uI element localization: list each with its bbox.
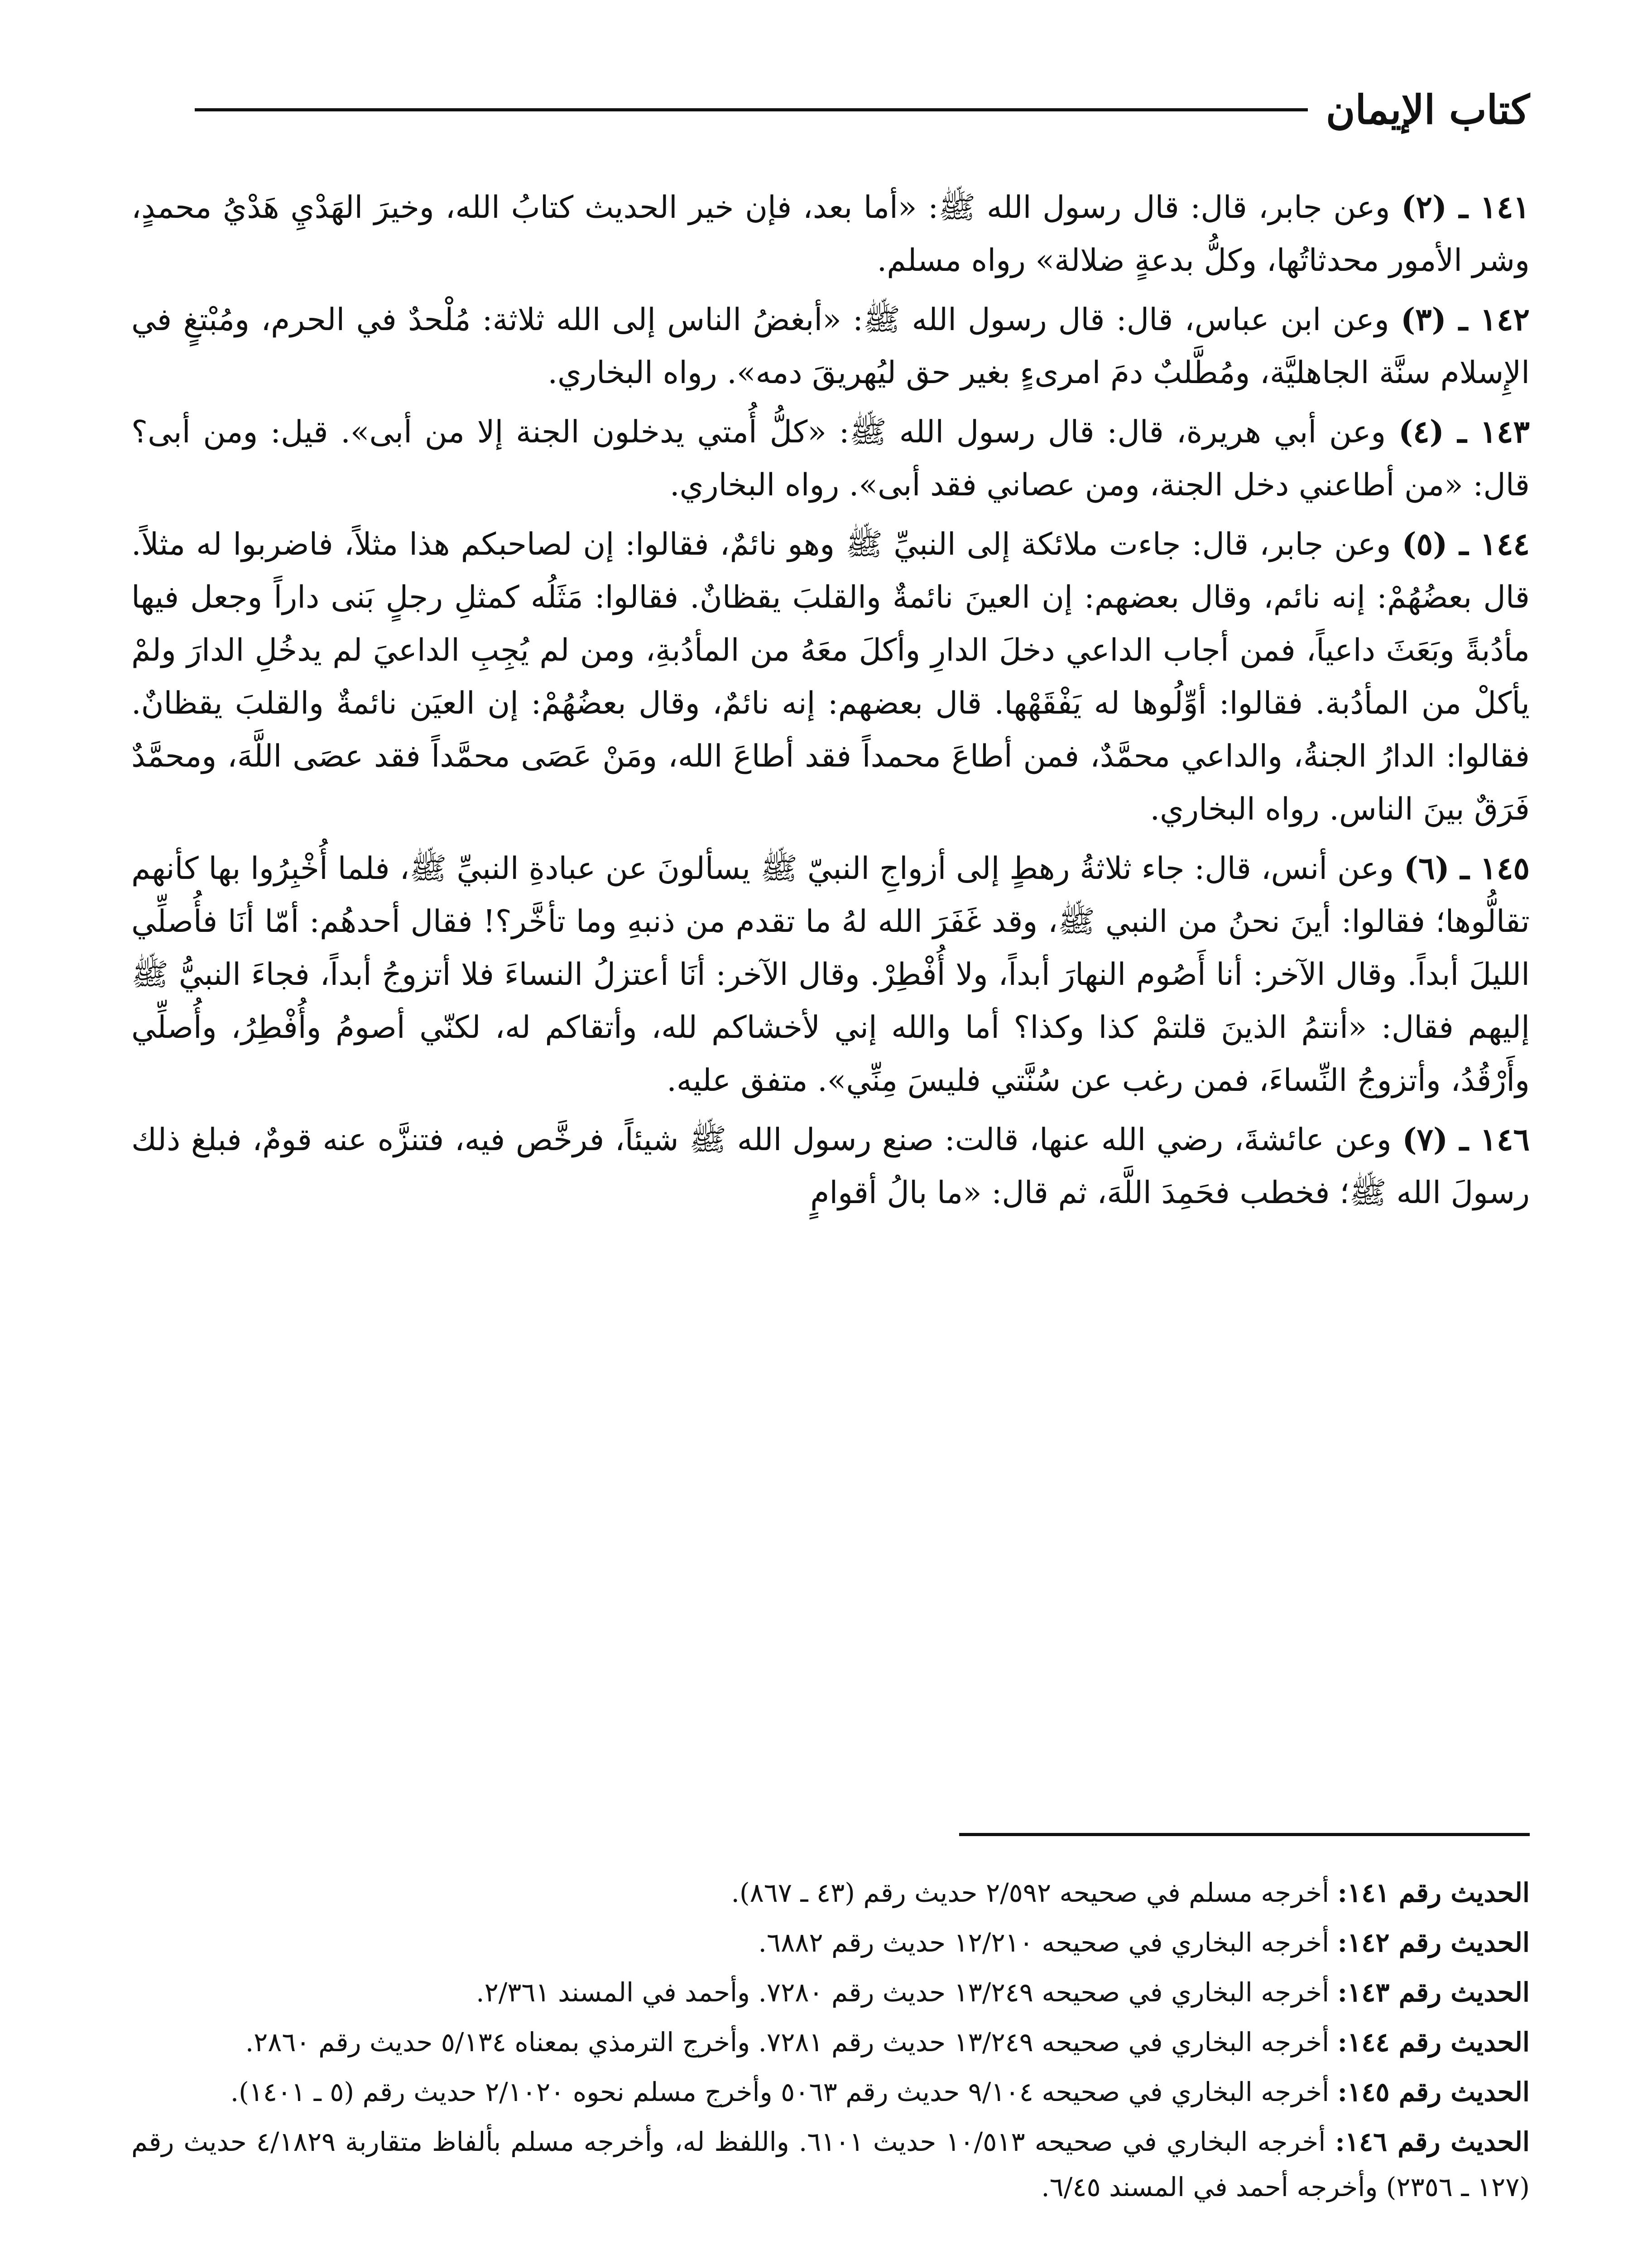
hadith-number: ١٤١ ـ (٢) <box>1401 189 1530 225</box>
footnote-label: الحديث رقم ١٤٤: <box>1337 2027 1530 2058</box>
header-rule <box>195 108 1308 111</box>
footnote-label: الحديث رقم ١٤٢: <box>1337 1927 1530 1958</box>
hadith-145 <box>131 842 1530 1107</box>
hadith-142 <box>131 293 1530 399</box>
hadith-number: ١٤٦ ـ (٧) <box>1402 1122 1530 1158</box>
hadith-body: وعن عائشةَ، رضي الله عنها، قالت: صنع رسول الله ﷺ شيئاً، فرخَّص فيه، فتنزَّه عنه قومٌ، فبلغ ذلك رسولَ الله ﷺ؛ فخطب فحَمِدَ اللَّهَ، ثم قال: «ما بالُ أقوامٍ <box>131 1122 1530 1211</box>
chapter-title: كتاب الإيمان <box>1325 86 1530 133</box>
footnote-label: الحديث رقم ١٤٣: <box>1337 1977 1530 2008</box>
footnote-separator <box>959 1833 1530 1836</box>
hadith-body: وعن جابر، قال: جاءت ملائكة إلى النبيِّ ﷺ وهو نائمٌ، فقالوا: إن لصاحبكم هذا مثلاً، فاضربوا له مثلاً. قال بعضُهُمْ: إنه نائم، وقال بعضهم: إن العينَ نائمةٌ والقلبَ يقظانٌ. فقالوا: مَثَلُه كمثلِ رجلٍ بَنى داراً وجعل فيها مأدُبةً وبَعَثَ داعياً، فمن أجاب الداعي دخلَ الدارِ وأكلَ معَهُ من المأدُبةِ، ومن لم يُجِبِ الداعيَ لم يدخُلِ الدارَ ولمْ يأكلْ من المأدُبة. فقالوا: أوِّلُوها له يَفْقَهْها. قال بعضهم: إنه نائمٌ، وقال بعضُهُمْ: إن العيَن نائمةٌ والقلبَ يقظانٌ. فقالوا: الدارُ الجنةُ، والداعي محمَّدٌ، فمن أطاعَ محمداً فقد أطاعَ الله، ومَنْ عَصَى محمَّداً فقد عصَى اللَّهَ، ومحمَّدٌ فَرَقٌ بينَ الناس. رواه البخاري. <box>131 527 1530 827</box>
footnote-label: الحديث رقم ١٤١: <box>1337 1877 1530 1908</box>
hadith-number: ١٤٢ ـ (٣) <box>1400 302 1530 338</box>
footnote-146 <box>131 2119 1530 2210</box>
footnote-text: أخرجه البخاري في صحيحه ١٠/٥١٣ حديث ٦١٠١. واللفظ له، وأخرجه مسلم بألفاظ متقاربة ٤/١٨٢٩ حديث رقم (١٢٧ ـ ٢٣٥٦) وأخرجه أحمد في المسند ٦/٤٥. <box>131 2126 1530 2202</box>
hadith-body: وعن ابن عباس، قال: قال رسول الله ﷺ: «أبغضُ الناس إلى الله ثلاثة: مُلْحدٌ في الحرم، ومُبْتغٍ في الإِسلام سنَّة الجاهليَّة، ومُطَّلبٌ دمَ امرىءٍ بغير حق ليُهريقَ دمه». رواه البخاري. <box>131 302 1530 391</box>
hadith-143 <box>131 406 1530 512</box>
footnote-141 <box>131 1870 1530 1915</box>
footnote-142 <box>131 1920 1530 1965</box>
hadith-number: ١٤٣ ـ (٤) <box>1398 414 1530 450</box>
hadith-number: ١٤٤ ـ (٥) <box>1402 526 1530 562</box>
hadith-146 <box>131 1113 1530 1219</box>
footnote-text: أخرجه البخاري في صحيحه ١٣/٢٤٩ حديث رقم ٧٢٨٠. وأحمد في المسند ٢/٣٦١. <box>476 1977 1330 2008</box>
hadith-text-body <box>131 181 1530 1226</box>
hadith-141 <box>131 181 1530 287</box>
footnotes <box>131 1870 1530 2214</box>
footnote-143 <box>131 1970 1530 2015</box>
hadith-body: وعن أبي هريرة، قال: قال رسول الله ﷺ: «كلُّ أُمتي يدخلون الجنة إلا من أبى». قيل: ومن أبى؟ قال: «من أطاعني دخل الجنة، ومن عصاني فقد أبى». رواه البخاري. <box>131 414 1530 503</box>
footnote-label: الحديث رقم ١٤٥: <box>1337 2077 1530 2107</box>
footnote-text: أخرجه البخاري في صحيحه ١٣/٢٤٩ حديث رقم ٧٢٨١. وأخرج الترمذي بمعناه ٥/١٣٤ حديث رقم ٢٨٦٠. <box>245 2027 1330 2058</box>
hadith-number: ١٤٥ ـ (٦) <box>1403 850 1530 887</box>
footnote-145 <box>131 2069 1530 2115</box>
footnote-text: أخرجه مسلم في صحيحه ٢/٥٩٢ حديث رقم (٤٣ ـ ٨٦٧). <box>731 1877 1330 1908</box>
footnote-text: أخرجه البخاري في صحيحه ١٢/٢١٠ حديث رقم ٦٨٨٢. <box>758 1927 1330 1958</box>
running-header <box>195 86 1530 133</box>
hadith-144 <box>131 518 1530 836</box>
hadith-body: وعن جابر، قال: قال رسول الله ﷺ: «أما بعد، فإن خير الحديث كتابُ الله، وخيرَ الهَدْيِ هَدْيُ محمدٍ، وشر الأمور محدثاتُها، وكلُّ بدعةٍ ضلالة» رواه مسلم. <box>131 190 1530 278</box>
hadith-body: وعن أنس، قال: جاء ثلاثةُ رهطٍ إلى أزواجِ النبيّ ﷺ يسألونَ عن عبادةِ النبيِّ ﷺ، فلما أُخْبِرُوا بها كأنهم تقالُّوها؛ فقالوا: أينَ نحنُ من النبي ﷺ، وقد غَفَرَ الله لهُ ما تقدم من ذنبهِ وما تأخَّر؟! فقال أحدهُم: أمّا أنَا فأُصلِّي الليلَ أبداً. وقال الآخر: أنا أَصُوم النهارَ أبداً، ولا أُفْطِرْ. وقال الآخر: أنَا أعتزلُ النساءَ فلا أتزوجُ أبداً، فجاءَ النبيُّ ﷺ إليهم فقال: «أنتمُ الذينَ قلتمْ كذا وكذا؟ أما والله إني لأخشاكم لله، وأتقاكم له، لكنّي أصومُ وأُفْطِرُ، وأُصلِّي وأَرْقُدُ، وأتزوجُ النِّساءَ، فمن رغب عن سُنَّتي فليسَ مِنِّي». متفق عليه. <box>131 851 1530 1098</box>
footnote-144 <box>131 2019 1530 2065</box>
footnote-label: الحديث رقم ١٤٦: <box>1335 2126 1530 2157</box>
footnote-text: أخرجه البخاري في صحيحه ٩/١٠٤ حديث رقم ٥٠٦٣ وأخرج مسلم نحوه ٢/١٠٢٠ حديث رقم (٥ ـ ١٤٠١). <box>230 2077 1330 2107</box>
